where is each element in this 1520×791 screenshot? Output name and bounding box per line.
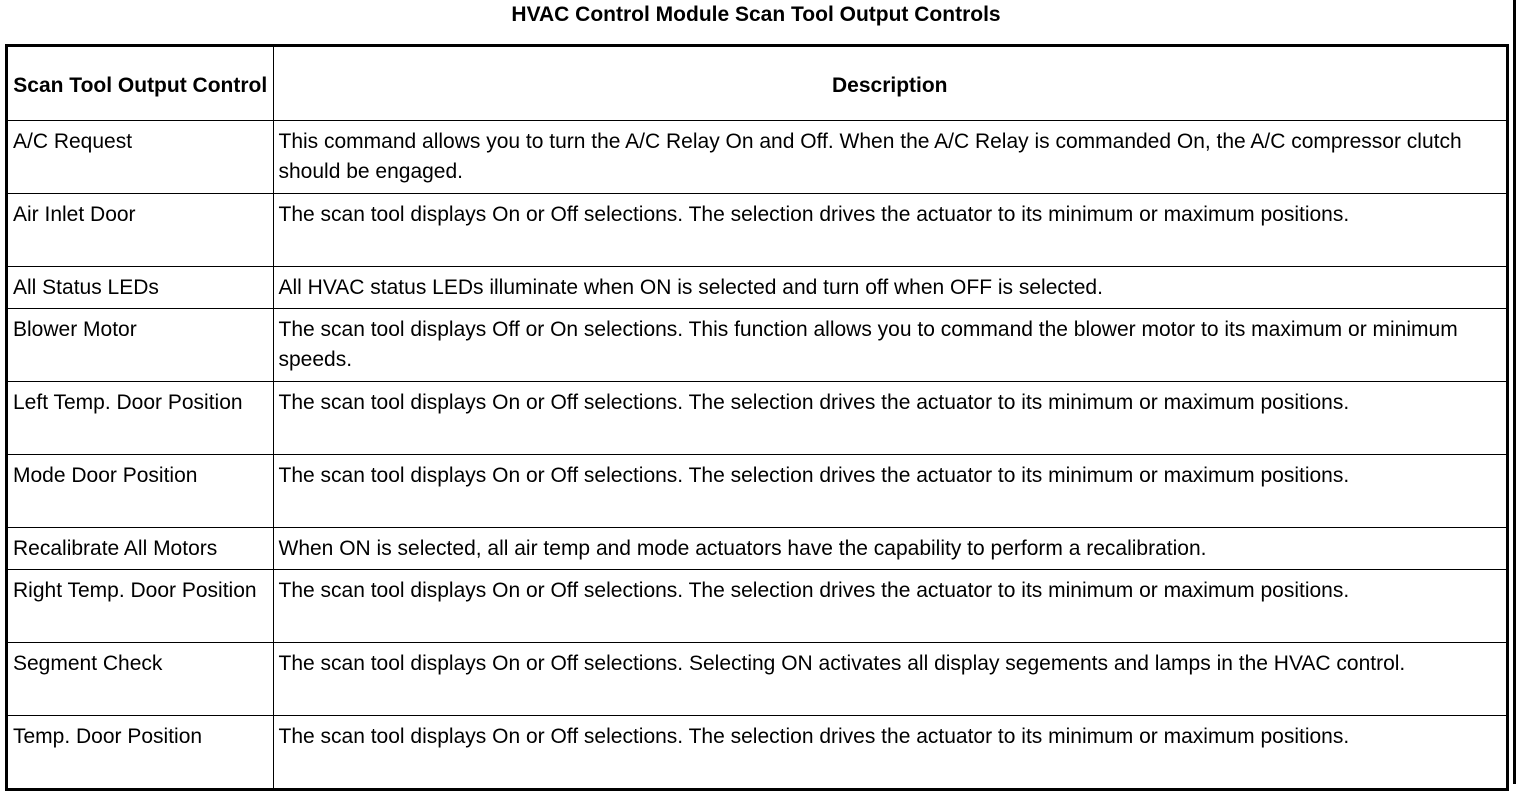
table-row: [8, 120, 1506, 193]
description-cell: All HVAC status LEDs illuminate when ON is selected and turn off when OFF is selected.: [273, 266, 1506, 308]
control-cell: Temp. Door Position: [8, 715, 273, 788]
description-cell: The scan tool displays On or Off selections. The selection drives the actuator to its minimum or maximum positions.: [273, 193, 1506, 266]
control-cell: Air Inlet Door: [8, 193, 273, 266]
table-row: [8, 266, 1506, 308]
page-edge-rule: [1513, 0, 1516, 784]
control-cell: Mode Door Position: [8, 454, 273, 527]
description-cell: When ON is selected, all air temp and mode actuators have the capability to perform a recalibration.: [273, 527, 1506, 569]
control-cell: Right Temp. Door Position: [8, 569, 273, 642]
table-row: [8, 308, 1506, 381]
page-title: HVAC Control Module Scan Tool Output Controls: [511, 3, 1001, 26]
table-row: [8, 193, 1506, 266]
table-row: [8, 381, 1506, 454]
table-row: [8, 715, 1506, 788]
table-row: [8, 454, 1506, 527]
description-cell: The scan tool displays On or Off selections. Selecting ON activates all display segements and lamps in the HVAC control.: [273, 642, 1506, 715]
description-cell: The scan tool displays On or Off selections. The selection drives the actuator to its minimum or maximum positions.: [273, 569, 1506, 642]
description-cell: The scan tool displays On or Off selections. The selection drives the actuator to its minimum or maximum positions.: [273, 381, 1506, 454]
control-cell: Blower Motor: [8, 308, 273, 381]
output-controls-table-frame: [5, 44, 1509, 791]
table-header-row: [8, 47, 1506, 120]
description-cell: The scan tool displays On or Off selections. The selection drives the actuator to its minimum or maximum positions.: [273, 454, 1506, 527]
table-row: [8, 527, 1506, 569]
control-cell: Left Temp. Door Position: [8, 381, 273, 454]
description-cell: The scan tool displays On or Off selections. The selection drives the actuator to its minimum or maximum positions.: [273, 715, 1506, 788]
control-cell: All Status LEDs: [8, 266, 273, 308]
column-header-description: Description: [273, 47, 1506, 120]
column-header-control: Scan Tool Output Control: [8, 47, 273, 120]
control-cell: Segment Check: [8, 642, 273, 715]
output-controls-table: [8, 47, 1506, 788]
control-cell: Recalibrate All Motors: [8, 527, 273, 569]
table-row: [8, 569, 1506, 642]
table-row: [8, 642, 1506, 715]
control-cell: A/C Request: [8, 120, 273, 193]
description-cell: The scan tool displays Off or On selections. This function allows you to command the blower motor to its maximum or minimum speeds.: [273, 308, 1506, 381]
description-cell: This command allows you to turn the A/C Relay On and Off. When the A/C Relay is commanded On, the A/C compressor clutch should be engaged.: [273, 120, 1506, 193]
